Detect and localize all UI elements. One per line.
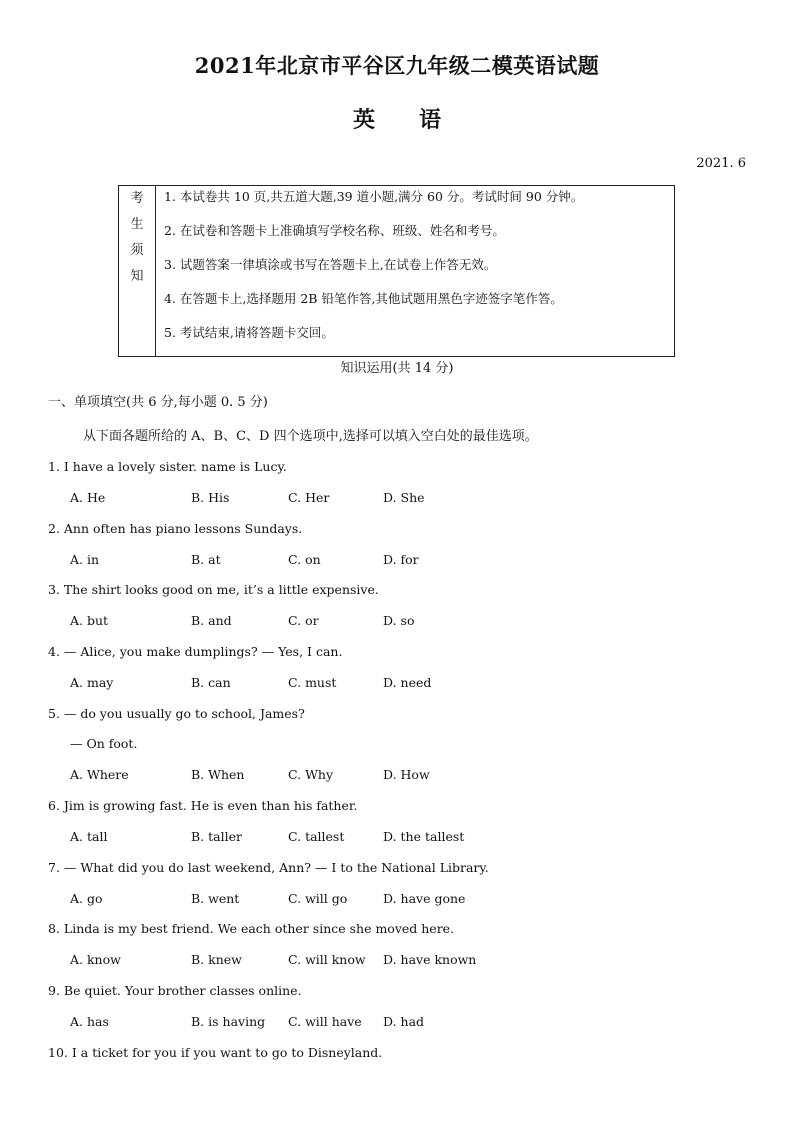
notice-label (119, 186, 156, 357)
option-c: C. will go (288, 891, 348, 906)
option-b: B. can (191, 675, 231, 690)
option-a: A. has (70, 1014, 109, 1029)
notice-item: 5. 考试结束,请将答题卡交回。 (164, 325, 334, 340)
option-c: C. will know (288, 952, 366, 967)
question-stem: 10. I a ticket for you if you want to go to Disneyland. (48, 1045, 383, 1060)
option-b: B. His (191, 490, 230, 505)
question-stem: 9. Be quiet. Your brother classes online. (48, 983, 302, 998)
option-b: B. taller (191, 829, 242, 844)
exam-date: 2021. 6 (696, 156, 746, 171)
option-c: C. will have (288, 1014, 362, 1029)
question-stem: 2. Ann often has piano lessons Sundays. (48, 521, 303, 536)
option-d: D. have gone (383, 891, 466, 906)
option-c: C. must (288, 675, 337, 690)
option-c: C. Her (288, 490, 330, 505)
question-stem: 3. The shirt looks good on me, it’s a little expensive. (48, 582, 379, 597)
section-heading: 一、单项填空(共 6 分,每小题 0. 5 分) (48, 395, 268, 410)
option-b: B. knew (191, 952, 242, 967)
question-stem: 6. Jim is growing fast. He is even than his father. (48, 798, 358, 813)
option-c: C. or (288, 613, 319, 628)
document-title: 2021年北京市平谷区九年级二模英语试题 (194, 53, 600, 78)
option-b: B. is having (191, 1014, 266, 1029)
notice-item: 2. 在试卷和答题卡上准确填写学校名称、班级、姓名和考号。 (164, 223, 505, 238)
notice-label-char: 须 (130, 243, 144, 258)
option-a: A. go (70, 891, 103, 906)
notice-label-char: 生 (130, 217, 144, 232)
option-d: D. for (383, 552, 419, 567)
option-d: D. the tallest (383, 829, 465, 844)
option-c: C. Why (288, 767, 334, 782)
question-stem: 5. — do you usually go to school, James? (48, 706, 305, 721)
option-a: A. Where (70, 767, 129, 782)
option-d: D. so (383, 613, 415, 628)
notice-label-char: 知 (130, 269, 144, 284)
option-b: B. and (191, 613, 232, 628)
notice-items (156, 186, 675, 357)
option-d: D. She (383, 490, 425, 505)
option-a: A. know (70, 952, 121, 967)
question-stem: 1. I have a lovely sister. name is Lucy. (48, 459, 287, 474)
notice-label-char: 考 (130, 191, 144, 206)
question-stem-reply: — On foot. (70, 736, 138, 751)
question-stem: 7. — What did you do last weekend, Ann? — I to the National Library. (48, 860, 489, 875)
option-b: B. When (191, 767, 245, 782)
notice-item: 3. 试题答案一律填涂或书写在答题卡上,在试卷上作答无效。 (164, 257, 497, 272)
option-a: A. may (70, 675, 114, 690)
option-b: B. went (191, 891, 240, 906)
notice-item: 1. 本试卷共 10 页,共五道大题,39 道小题,满分 60 分。考试时间 90 分钟。 (164, 189, 584, 204)
option-d: D. need (383, 675, 432, 690)
question-stem: 8. Linda is my best friend. We each other since she moved here. (48, 921, 455, 936)
exam-notice-box (118, 185, 675, 357)
option-a: A. He (70, 490, 106, 505)
option-a: A. but (70, 613, 109, 628)
option-d: D. had (383, 1014, 425, 1029)
option-c: C. tallest (288, 829, 345, 844)
option-d: D. How (383, 767, 430, 782)
option-a: A. in (70, 552, 100, 567)
option-a: A. tall (70, 829, 108, 844)
part-title: 知识运用(共 14 分) (340, 361, 454, 376)
question-stem: 4. — Alice, you make dumplings? — Yes, I can. (48, 644, 343, 659)
notice-item: 4. 在答题卡上,选择题用 2B 铅笔作答,其他试题用黑色字迹签字笔作答。 (164, 291, 563, 306)
option-b: B. at (191, 552, 221, 567)
option-c: C. on (288, 552, 321, 567)
subject-heading: 英 语 (352, 107, 441, 133)
option-d: D. have known (383, 952, 477, 967)
section-instruction: 从下面各题所给的 A、B、C、D 四个选项中,选择可以填入空白处的最佳选项。 (83, 429, 538, 444)
